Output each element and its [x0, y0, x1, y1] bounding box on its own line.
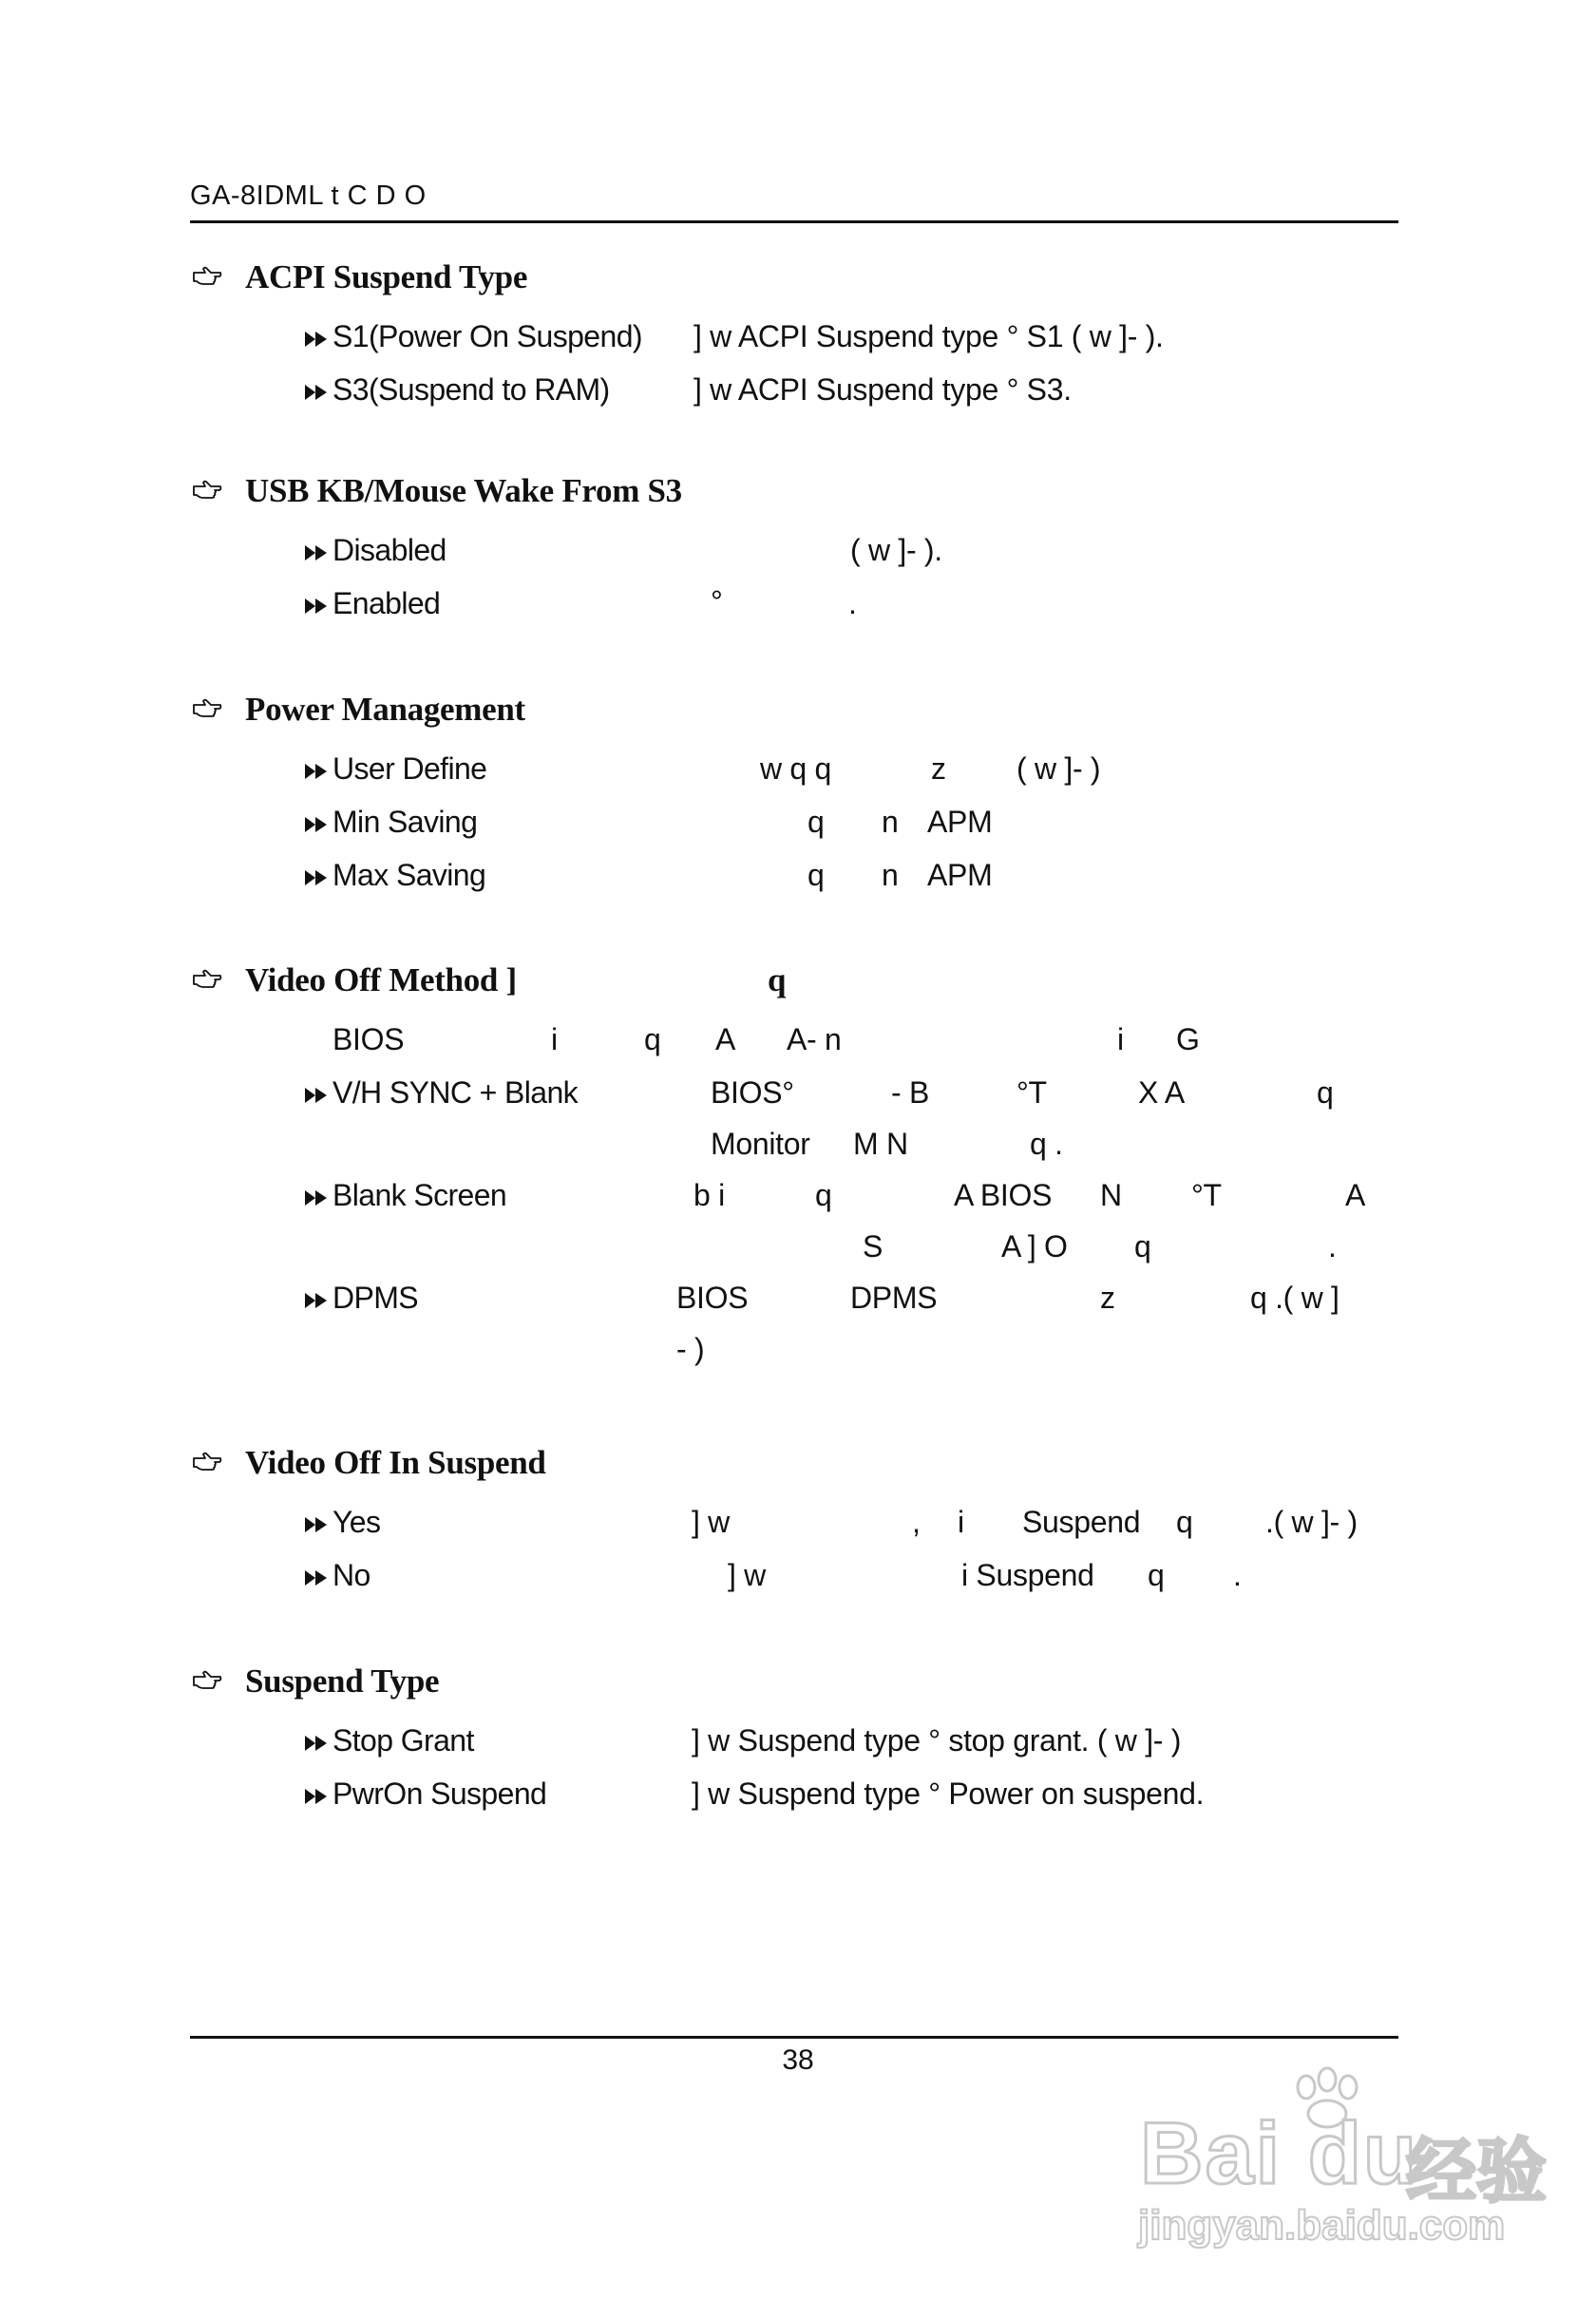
section-usb-kb-mouse-wake — [190, 472, 1406, 620]
double-arrow-bullet-icon — [304, 814, 329, 835]
double-arrow-bullet-icon — [304, 1188, 329, 1208]
option-description: °T — [1191, 1178, 1222, 1212]
option-description: , — [912, 1505, 921, 1539]
footer-rule — [190, 2036, 1398, 2039]
option-description: q — [1134, 1229, 1151, 1264]
option-description: S — [863, 1229, 884, 1264]
option-description: - B — [891, 1075, 929, 1110]
intro-text: A — [715, 1022, 736, 1056]
double-arrow-bullet-icon — [304, 1085, 329, 1106]
pointing-hand-icon — [192, 480, 222, 501]
option-description: n — [882, 805, 899, 839]
section-title-extra: q — [768, 961, 787, 998]
double-arrow-bullet-icon — [304, 542, 329, 563]
section-power-management — [190, 691, 1406, 892]
option-label: User Define — [332, 751, 487, 786]
option-description: q — [808, 858, 825, 892]
double-arrow-bullet-icon — [304, 1733, 329, 1754]
option-description: A — [1345, 1178, 1366, 1212]
option-description: q — [1176, 1505, 1193, 1539]
option-label: PwrOn Suspend — [332, 1776, 547, 1811]
option-description: ( w ]- ). — [850, 533, 942, 567]
section-title: Power Management — [245, 691, 525, 728]
watermark-jingyan: 经验 — [1406, 2132, 1547, 2211]
pointing-hand-icon — [192, 698, 222, 719]
option-description: X A — [1138, 1075, 1185, 1110]
option-description: ( w ]- ) — [1016, 751, 1101, 786]
double-arrow-bullet-icon — [304, 1290, 329, 1311]
pointing-hand-icon — [192, 1670, 222, 1691]
option-description: n — [882, 858, 899, 892]
header-rule — [190, 220, 1398, 223]
double-arrow-bullet-icon — [304, 1568, 329, 1588]
option-description: z — [1100, 1281, 1115, 1315]
option-label: No — [332, 1558, 370, 1592]
option-description: . — [848, 586, 857, 620]
intro-text: q — [644, 1022, 661, 1056]
option-description: ] w Suspend type ° Power on suspend. — [692, 1776, 1205, 1811]
option-description: BIOS° — [711, 1075, 794, 1110]
option-description: w q q — [760, 751, 831, 786]
option-description: q — [1317, 1075, 1334, 1110]
option-description: N — [1100, 1178, 1122, 1212]
option-description: A ] O — [1001, 1229, 1068, 1264]
option-label: Enabled — [332, 586, 441, 620]
option-description: °T — [1016, 1075, 1047, 1110]
section-title: Suspend Type — [245, 1662, 440, 1700]
page-number: 38 — [782, 2044, 814, 2076]
section-suspend-type — [190, 1662, 1406, 1811]
pointing-hand-icon — [192, 266, 222, 287]
baidu-jingyan-watermark — [1121, 2066, 1547, 2256]
intro-text: i — [1117, 1022, 1124, 1056]
option-description: . — [1328, 1229, 1337, 1264]
double-arrow-bullet-icon — [304, 1514, 329, 1535]
section-acpi-suspend-type — [190, 258, 1406, 407]
section-title: ACPI Suspend Type — [245, 258, 528, 295]
intro-text: G — [1176, 1022, 1200, 1056]
option-label: Min Saving — [332, 805, 478, 839]
option-description: .( w ]- ) — [1265, 1505, 1358, 1539]
option-description: . — [1233, 1558, 1242, 1592]
option-description: A BIOS — [954, 1178, 1053, 1212]
option-description: q . — [1030, 1127, 1063, 1161]
option-description: q — [1148, 1558, 1165, 1592]
option-description: ] w — [692, 1505, 730, 1539]
option-description: ] w ACPI Suspend type ° S3. — [694, 372, 1072, 407]
pointing-hand-icon — [192, 969, 222, 990]
section-video-off-method — [190, 961, 1406, 1366]
option-label: S3(Suspend to RAM) — [332, 372, 610, 407]
option-description: APM — [927, 805, 993, 839]
option-description: ] w Suspend type ° stop grant. ( w ]- ) — [692, 1723, 1182, 1758]
double-arrow-bullet-icon — [304, 761, 329, 782]
section-title: Video Off Method ] — [245, 961, 517, 998]
section-title: Video Off In Suspend — [245, 1444, 546, 1481]
intro-text: A- n — [787, 1022, 842, 1056]
section-title: USB KB/Mouse Wake From S3 — [245, 472, 682, 509]
double-arrow-bullet-icon — [304, 596, 329, 617]
option-description: i Suspend — [961, 1558, 1094, 1592]
option-label: Yes — [332, 1505, 381, 1539]
option-description: - ) — [676, 1332, 705, 1366]
option-description: M N — [853, 1127, 908, 1161]
option-description: Suspend — [1022, 1505, 1141, 1539]
double-arrow-bullet-icon — [304, 329, 329, 350]
running-header: GA-8IDML t C D O — [190, 180, 427, 211]
option-description: q — [808, 805, 825, 839]
option-description: ° — [711, 584, 723, 618]
watermark-url: jingyan.baidu.com — [1138, 2202, 1506, 2249]
section-video-off-in-suspend — [190, 1444, 1406, 1592]
option-description: BIOS — [676, 1281, 749, 1315]
option-description: DPMS — [850, 1281, 938, 1315]
option-label: Max Saving — [332, 858, 486, 892]
option-label: V/H SYNC + Blank — [332, 1075, 579, 1110]
intro-text: i — [551, 1022, 558, 1056]
option-description: q .( w ] — [1250, 1281, 1340, 1315]
double-arrow-bullet-icon — [304, 867, 329, 888]
option-label: Stop Grant — [332, 1723, 474, 1758]
double-arrow-bullet-icon — [304, 382, 329, 403]
pointing-hand-icon — [192, 1452, 222, 1472]
option-description: APM — [927, 858, 993, 892]
option-description: ] w ACPI Suspend type ° S1 ( w ]- ). — [694, 319, 1164, 353]
option-description: q — [815, 1178, 832, 1212]
intro-text: BIOS — [332, 1022, 405, 1056]
option-description: ] w — [728, 1558, 766, 1592]
option-description: z — [931, 751, 946, 786]
option-label: S1(Power On Suspend) — [332, 319, 642, 353]
option-description: Monitor — [711, 1127, 810, 1161]
double-arrow-bullet-icon — [304, 1786, 329, 1807]
option-label: Blank Screen — [332, 1178, 507, 1212]
option-description: i — [958, 1505, 964, 1539]
option-label: DPMS — [332, 1281, 419, 1315]
watermark-brand: Bai du — [1140, 2105, 1419, 2202]
option-description: b i — [694, 1178, 725, 1212]
option-label: Disabled — [332, 533, 446, 567]
